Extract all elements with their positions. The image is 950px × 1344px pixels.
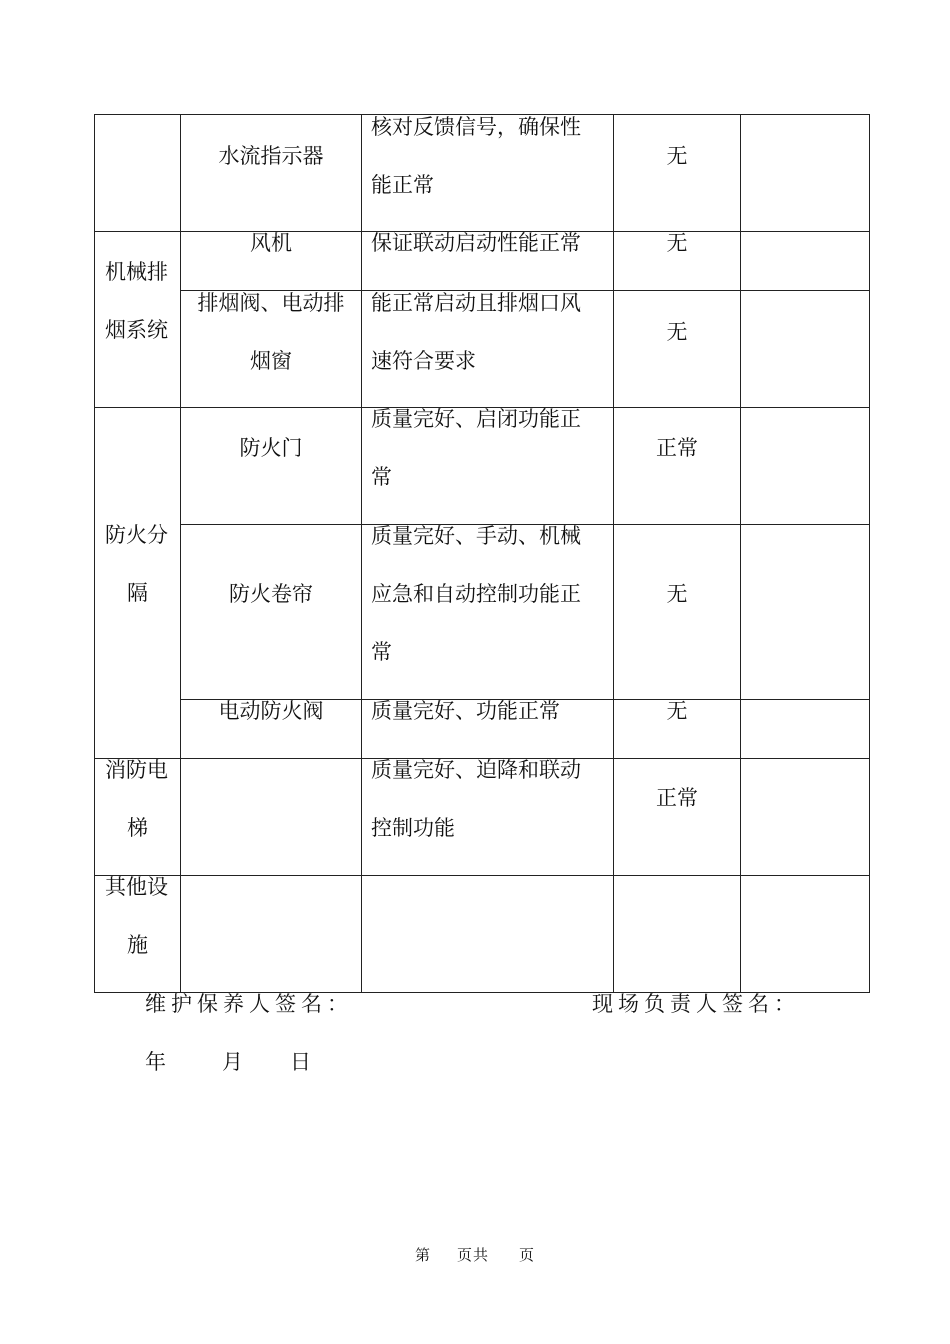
note-cell [741,408,870,525]
note-cell [741,115,870,232]
item-cell [181,291,362,408]
requirement-cell [362,876,614,993]
requirement-cell [362,115,614,232]
item-cell: 电动防火阀 [181,700,362,759]
requirement-cell [362,525,614,700]
table-row [95,232,870,291]
note-cell [741,525,870,700]
result-cell: 无 [614,115,741,232]
footer-page-middle: 页共 [456,1246,489,1264]
table-row [95,115,870,232]
note-cell [741,759,870,876]
note-cell [741,700,870,759]
category-line: 机械排 [105,260,168,284]
item-cell: 防火卷帘 [181,525,362,700]
category-cell [95,115,181,232]
category-line: 消防电 [105,758,168,782]
requirement-line: 常 [371,640,392,664]
category-cell [95,759,181,876]
result-cell: 正常 [614,759,741,876]
requirement-line: 控制功能 [371,816,455,840]
table-row [95,700,870,759]
item-line: 排烟阀、电动排 [197,291,345,315]
inspection-table [94,114,870,993]
item-cell: 防火门 [181,408,362,525]
category-cell [95,408,181,759]
requirement-line: 质量完好、启闭功能正 [371,407,581,431]
date-month-label: 月 [222,1050,248,1074]
table-row [95,759,870,876]
page-footer [0,1244,950,1265]
category-line: 隔 [127,581,148,605]
requirement-line: 能正常启动且排烟口风 [371,291,581,315]
requirement-line: 质量完好、手动、机械 [371,524,581,548]
category-line: 防火分 [105,523,168,547]
item-cell [181,876,362,993]
item-cell: 水流指示器 [181,115,362,232]
date-year-label: 年 [145,1050,171,1074]
result-cell: 无 [614,232,741,291]
requirement-cell: 质量完好、功能正常 [362,700,614,759]
requirement-line: 能正常 [371,173,434,197]
category-line: 施 [127,933,148,957]
requirement-line: 速符合要求 [371,349,476,373]
footer-page-suffix: 页 [519,1246,536,1264]
maintainer-signature-label: 维护保养人签名： [145,992,353,1016]
table-row [95,408,870,525]
result-cell: 正常 [614,408,741,525]
result-cell: 无 [614,525,741,700]
footer-page-prefix: 第 [414,1246,431,1264]
note-cell [741,291,870,408]
requirement-line: 常 [371,465,392,489]
date-day-label: 日 [290,1050,316,1074]
table-row [95,291,870,408]
note-cell [741,232,870,291]
item-cell: 风机 [181,232,362,291]
result-cell: 无 [614,291,741,408]
category-cell [95,232,181,408]
requirement-cell [362,291,614,408]
requirement-cell [362,408,614,525]
requirement-line: 应急和自动控制功能正 [371,582,581,606]
requirement-line: 质量完好、迫降和联动 [371,758,581,782]
item-line: 烟窗 [250,349,292,373]
category-line: 其他设 [105,875,168,899]
supervisor-signature-label: 现场负责人签名： [592,992,800,1016]
table-row [95,876,870,993]
requirement-cell [362,759,614,876]
requirement-cell: 保证联动启动性能正常 [362,232,614,291]
result-cell [614,876,741,993]
requirement-line: 核对反馈信号，确保性 [371,115,581,139]
note-cell [741,876,870,993]
category-line: 烟系统 [105,318,168,342]
result-cell: 无 [614,700,741,759]
item-cell [181,759,362,876]
category-cell [95,876,181,993]
category-line: 梯 [127,816,148,840]
table-row [95,525,870,700]
